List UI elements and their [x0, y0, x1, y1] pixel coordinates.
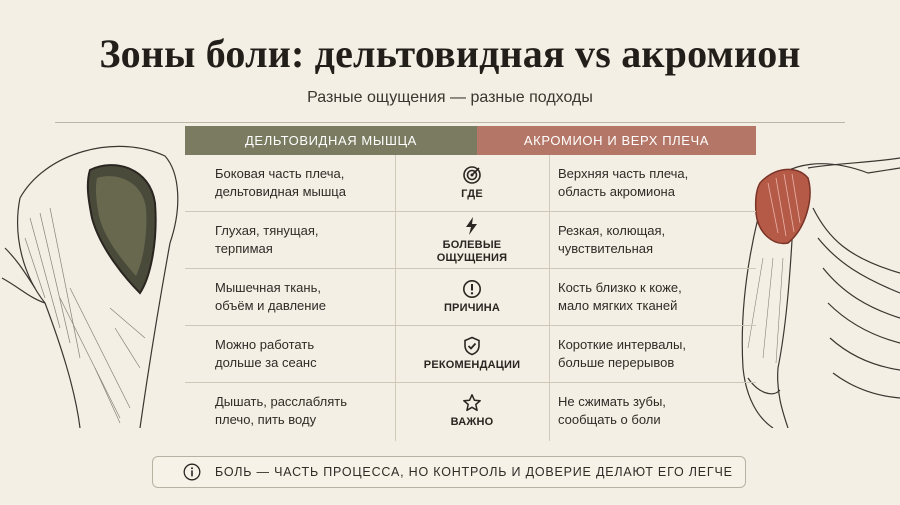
cell-line: дельтовидная мышца [215, 184, 346, 199]
cell-line: плечо, пить воду [215, 412, 317, 427]
cell-line: Можно работать [215, 337, 315, 352]
table-row [185, 155, 756, 212]
acromion-cell [558, 326, 748, 382]
cell-line: чувствительная [558, 241, 654, 256]
cell-line: Не сжимать зубы, [558, 394, 666, 409]
deltoid-illustration [0, 128, 185, 428]
row-category [397, 155, 547, 211]
table-row [185, 269, 756, 326]
info-note [152, 456, 746, 488]
column-header-deltoid: ДЕЛЬТОВИДНАЯ МЫШЦА [185, 126, 477, 155]
target-icon [462, 165, 482, 185]
row-label-line: БОЛЕВЫЕ [442, 238, 502, 251]
acromion-cell [558, 269, 748, 325]
cell-line: Кость близко к коже, [558, 280, 682, 295]
row-category [397, 383, 547, 439]
table-row [185, 383, 756, 439]
acromion-cell [558, 212, 748, 268]
cell-line: терпимая [215, 241, 273, 256]
cell-line: Резкая, колющая, [558, 223, 666, 238]
row-category [397, 269, 547, 325]
cell-line: дольше за сеанс [215, 355, 317, 370]
cell-line: объём и давление [215, 298, 326, 313]
acromion-cell [558, 383, 748, 439]
page-title: Зоны боли: дельтовидная vs акромион [99, 31, 801, 76]
shield-check-icon [462, 336, 482, 356]
divider [55, 122, 845, 123]
page-subtitle: Разные ощущения — разные подходы [307, 89, 593, 106]
note-text: БОЛЬ — ЧАСТЬ ПРОЦЕССА, НО КОНТРОЛЬ И ДОВЕРИЕ ДЕЛАЮТ ЕГО ЛЕГЧЕ [215, 465, 733, 479]
row-label [437, 239, 508, 265]
comparison-table [185, 155, 756, 441]
cell-line: Глухая, тянущая, [215, 223, 319, 238]
row-label: ВАЖНО [450, 416, 494, 428]
cell-line: Короткие интервалы, [558, 337, 686, 352]
row-label-line: ОЩУЩЕНИЯ [436, 251, 508, 264]
row-label: РЕКОМЕНДАЦИИ [423, 359, 521, 371]
cell-line: Мышечная ткань, [215, 280, 321, 295]
cell-line: мало мягких тканей [558, 298, 678, 313]
lightning-icon [462, 216, 482, 236]
info-icon [183, 463, 201, 481]
star-icon [462, 393, 482, 413]
table-row [185, 326, 756, 383]
row-label: ПРИЧИНА [443, 302, 501, 314]
row-category [397, 212, 547, 268]
acromion-cell [558, 155, 748, 211]
column-header-acromion: АКРОМИОН И ВЕРХ ПЛЕЧА [477, 126, 756, 155]
cell-line: Дышать, расслаблять [215, 394, 347, 409]
cell-line: сообщать о боли [558, 412, 661, 427]
cell-line: больше перерывов [558, 355, 675, 370]
cell-line: Верхняя часть плеча, [558, 166, 689, 181]
row-category [397, 326, 547, 382]
exclamation-circle-icon [462, 279, 482, 299]
row-label: ГДЕ [461, 188, 483, 200]
table-row [185, 212, 756, 269]
cell-line: Боковая часть плеча, [215, 166, 345, 181]
cell-line: область акромиона [558, 184, 675, 199]
